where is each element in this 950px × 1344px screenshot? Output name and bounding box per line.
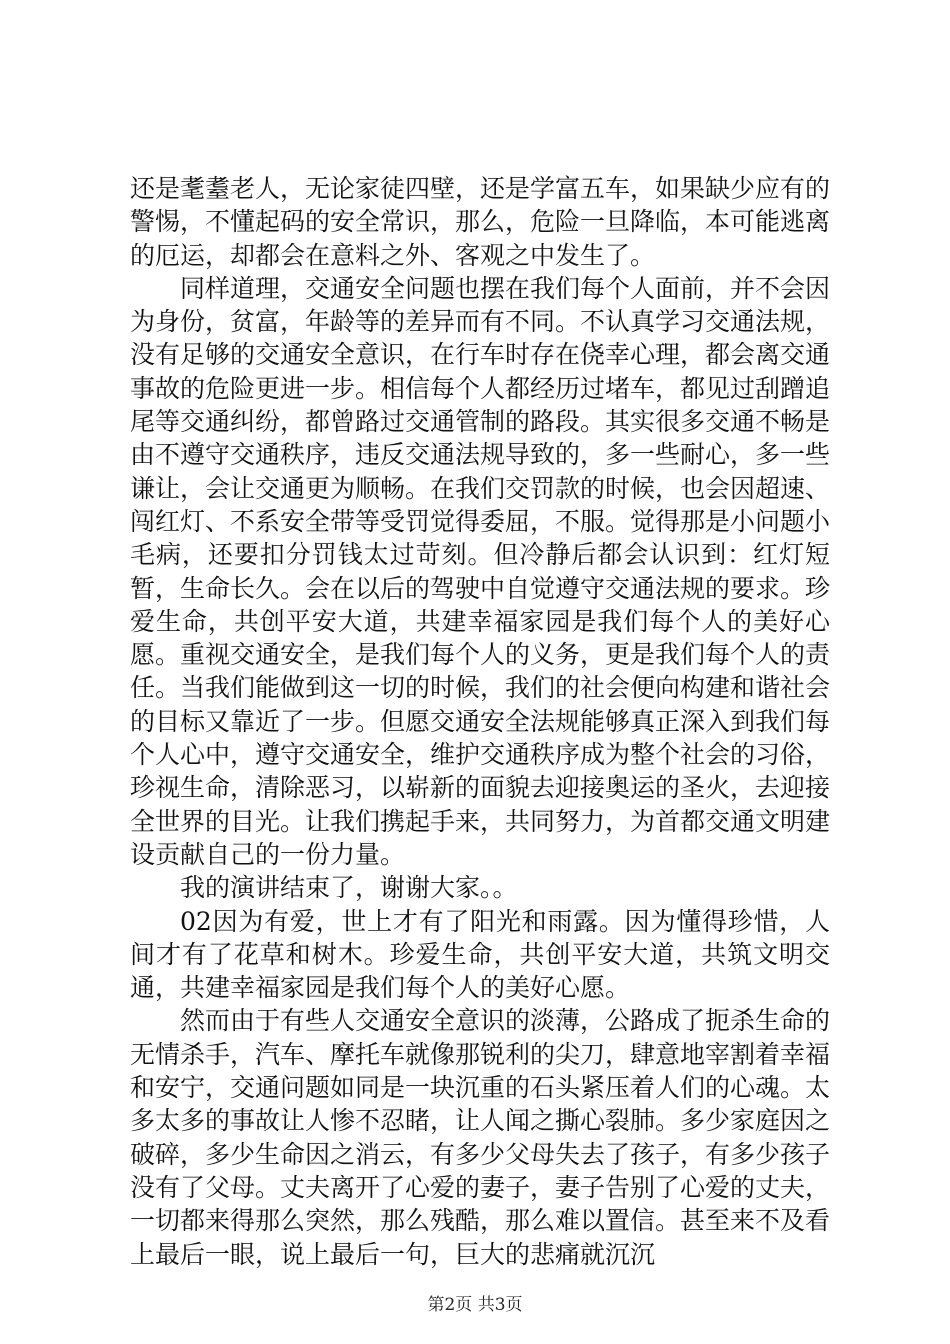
paragraph-3: 我的演讲结束了，谢谢大家。。	[180, 873, 518, 903]
document-body	[130, 172, 830, 1271]
paragraph-5: 然而由于有些人交通安全意识的淡薄，公路成了扼杀生命的无情杀手，汽车、摩托车就像那锐利的尖刀，肆意地宰割着幸福和安宁，交通问题如同是一块沉重的石头紧压着人们的心魂。太多太多的事故让人惨不忍睹，让人闻之撕心裂肺。多少家庭因之破碎，多少生命因之消云，有多少父母失去了孩子，有多少孩子没有了父母。丈夫离开了心爱的妻子，妻子告别了心爱的丈夫，一切都来得那么突然，那么残酷，那么难以置信。甚至来不及看上最后一眼，说上最后一句，巨大的悲痛就沉沉	[130, 1006, 831, 1269]
paragraph-2: 同样道理，交通安全问题也摆在我们每个人面前，并不会因为身份，贫富，年龄等的差异而有不同。不认真学习交通法规，没有足够的交通安全意识，在行车时存在侥幸心理，都会离交通事故的危险更进一步。相信每个人都经历过堵车，都见过刮蹭追尾等交通纠纷，都曾路过交通管制的路段。其实很多交通不畅是由不遵守交通秩序，违反交通法规导致的，多一些耐心，多一些谦让，会让交通更为顺畅。在我们交罚款的时候，也会因超速、闯红灯、不系安全带等受罚觉得委屈，不服。觉得那是小问题小毛病，还要扣分罚钱太过苛刻。但冷静后都会认识到：红灯短暂，生命长久。会在以后的驾驶中自觉遵守交通法规的要求。珍爱生命，共创平安大道，共建幸福家园是我们每个人的美好心愿。重视交通安全，是我们每个人的义务，更是我们每个人的责任。当我们能做到这一切的时候，我们的社会便向构建和谐社会的目标又靠近了一步。但愿交通安全法规能够真正深入到我们每个人心中，遵守交通安全，维护交通秩序成为整个社会的习俗，珍视生命，清除恶习，以崭新的面貌去迎接奥运的圣火，去迎接全世界的目光。让我们携起手来，共同努力，为首都交通文明建设贡献自己的一份力量。	[130, 273, 831, 869]
page-number-footer: 第2页 共3页	[427, 1295, 523, 1315]
paragraph-4: 02因为有爱，世上才有了阳光和雨露。因为懂得珍惜，人间才有了花草和树木。珍爱生命，共创平安大道，共筑文明交通，共建幸福家园是我们每个人的美好心愿。	[130, 906, 830, 1003]
paragraph-1: 还是耄耋老人，无论家徒四壁，还是学富五车，如果缺少应有的警惕，不懂起码的安全常识，那么，危险一旦降临，本可能逃离的厄运，却都会在意料之外、客观之中发生了。	[130, 174, 831, 270]
